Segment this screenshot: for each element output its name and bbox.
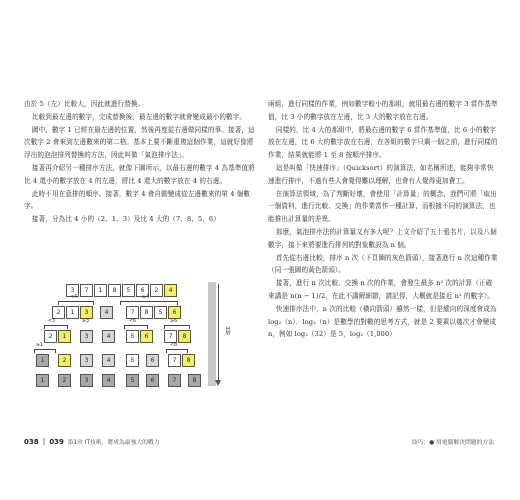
diagram-cell-pivot: 6 [140, 330, 153, 343]
paragraph: 那麼，氣泡排序法的計算量又有多大呢？上文介紹了五十張名片，以及八個數字，接下來將要進行排列的對象數設為 n 個。 [268, 227, 497, 249]
paragraph: 接著再介紹另一種排序方法，就像下圖所示，以最右邊的數字 4 為基準值將比 4 還小的數字放在 4 的左邊，將比 4 還大的數字放在 4 的右邊。 [24, 163, 255, 185]
depth-bar [208, 282, 216, 386]
tag-label: <4 [70, 295, 78, 300]
bracket [166, 349, 188, 353]
diagram-cell-pivot: 8 [178, 330, 191, 343]
right-page-body [268, 98, 498, 341]
diagram-cell: 7 [168, 354, 181, 367]
paragraph: 接著，進行 n 次比較、交換 n 次的作業，會發生最多 n² 次的計算（正確來講是 n(n − 1)/2，在此不講解細節，請記得，大概就是接近 n² 的數字）。 [268, 279, 495, 300]
diagram-cell-pivot: 3 [80, 306, 93, 319]
diagram-cell-fixed: 4 [102, 354, 115, 367]
diagram-cell-pivot: 6 [168, 306, 181, 319]
bracket [34, 349, 56, 353]
tag-label: ≥3 [82, 319, 90, 324]
diagram-cell: 7 [126, 306, 139, 319]
diagram-cell-sorted: 4 [102, 374, 115, 387]
diagram-cell-sorted: 3 [80, 374, 93, 387]
diagram-cell-sorted: 1 [36, 374, 49, 387]
bracket [58, 301, 94, 305]
page-number: ｜ [40, 438, 48, 446]
bracket [120, 301, 178, 305]
left-page-footer [24, 437, 160, 447]
tag-label: ≥6 [170, 319, 178, 324]
bracket [44, 325, 68, 329]
bracket [124, 325, 148, 329]
bracket [164, 325, 190, 329]
diagram-cell-sorted: 7 [168, 374, 181, 387]
section-title: 技巧：● 用電腦解決問題的方法 [411, 440, 494, 446]
diagram-cell: 5 [122, 284, 135, 297]
diagram-cell: 7 [80, 284, 93, 297]
diagram-cell: 2 [150, 284, 163, 297]
tag-label: <3 [48, 319, 56, 324]
chapter-title: 第1章 IT技術，將成為最強大的戰力 [67, 440, 160, 446]
diagram-cell: 7 [164, 330, 177, 343]
paragraph: 快速排序法中，n 次的比較（橫向箭頭）雖然一樣，但是縱向的深度會成為 log₂（n）．log₂（n）是數學的對數的思考方式，就是 2 要乘以幾次才會變成 n，例如 log₂（32）是 5，log₂（1,000） [268, 304, 499, 339]
right-page-footer [412, 437, 494, 446]
page-number: 039 [49, 438, 64, 446]
paragraph: 同樣的，比 4 大的那組中，將最右邊的數字 6 當作基準值，比 6 小的數字放在左邊，比 6 大的數字放在右邊，在各組的數字只剩一個之前，進行同樣的作業，結果就能將 1 至 8 按順序排序。 [268, 125, 498, 160]
paragraph: 這是叫做「快速排序」（Quicksort）的演算法，如名稱所述，能夠非常快速進行排序，不過有些人會覺得難以理解，也會有人覺得更加費工。 [268, 163, 494, 185]
left-page-body [24, 98, 256, 226]
diagram-cell-fixed: 3 [80, 330, 93, 343]
paragraph: 此時不用在意排的順序。接著，數字 4 會自動變成從左邊數來的第 4 個數字。 [24, 189, 251, 211]
diagram-cell: 1 [66, 306, 79, 319]
diagram-cell: 6 [136, 284, 149, 297]
diagram-cell: 8 [140, 306, 153, 319]
diagram-cell: 5 [154, 306, 167, 319]
paragraph: 比較到最左邊的數字，完成替換後，最左邊的數字就會變成最小的數字。 [31, 112, 247, 121]
diagram-cell: 2 [44, 330, 57, 343]
diagram-cell-pivot: 1 [58, 330, 71, 343]
arrow-down-icon [215, 380, 221, 386]
diagram-cell-pivot: 4 [164, 284, 177, 297]
diagram-cell: 8 [108, 284, 121, 297]
page-number: 038 [24, 438, 39, 446]
paragraph: 由於 5（左）比較大，因此就進行替換。 [24, 100, 145, 108]
tag-label: ≥4 [142, 295, 150, 300]
diagram-cell-pivot: 8 [182, 354, 195, 367]
paragraph: 圖中，數字 1 已經在最左邊的位置，然後再度從右邊做同樣的事。接著，這次數字 2 會來到左邊數來的第二格。基本上要不斷重複這個作業，這就好像將浮出的泡泡排列替換的方法，因此叫做「氣泡排序法」。 [24, 125, 255, 160]
diagram-cell-fixed: 4 [100, 306, 113, 319]
depth-arrow [218, 284, 219, 384]
diagram-cell-fixed: 6 [146, 354, 159, 367]
depth-label: 3層 [224, 326, 230, 335]
diagram-cell-sorted: 5 [126, 374, 139, 387]
tag-label: <8 [170, 343, 178, 348]
quicksort-diagram [30, 282, 250, 398]
paragraph: 兩組，進行同樣的作業，例如數字較小的那組，就用最右邊的數字 3 當作基準值，比 3 小的數字放在左邊，比 3 大的數字放在右邊。 [268, 100, 498, 121]
diagram-cell: 3 [66, 284, 79, 297]
paragraph: 首先從右邊比較，排序 n 次（下頁圖的灰色箭頭），接著進行 n 次這種作業（同一張圖的黃色箭頭）。 [268, 253, 498, 275]
diagram-cell-pivot: 2 [58, 354, 71, 367]
diagram-cell-sorted: 2 [58, 374, 71, 387]
tag-label: <6 [129, 319, 137, 324]
diagram-cell-fixed: 4 [102, 330, 115, 343]
diagram-cell-sorted: 1 [36, 354, 49, 367]
tag-label: ≥1 [36, 343, 44, 348]
diagram-cell: 2 [52, 306, 65, 319]
diagram-cell: 5 [126, 354, 139, 367]
paragraph: 接著，分為比 4 小的（2、1、3）及比 4 大的（7、8、5、6） [31, 215, 220, 224]
diagram-cell: 1 [94, 284, 107, 297]
paragraph: 在演算法領域，為了判斷好壞，會使用「計算量」的概念，我們可將「取出一個資料，進行比較、交換」的作業當作一種計算，而根據不同的演算法，也能推出計算量的差異。 [268, 189, 497, 224]
diagram-cell-sorted: 8 [188, 374, 201, 387]
diagram-cell: 5 [126, 330, 139, 343]
diagram-cell-fixed: 3 [80, 354, 93, 367]
diagram-cell-sorted: 6 [146, 374, 159, 387]
